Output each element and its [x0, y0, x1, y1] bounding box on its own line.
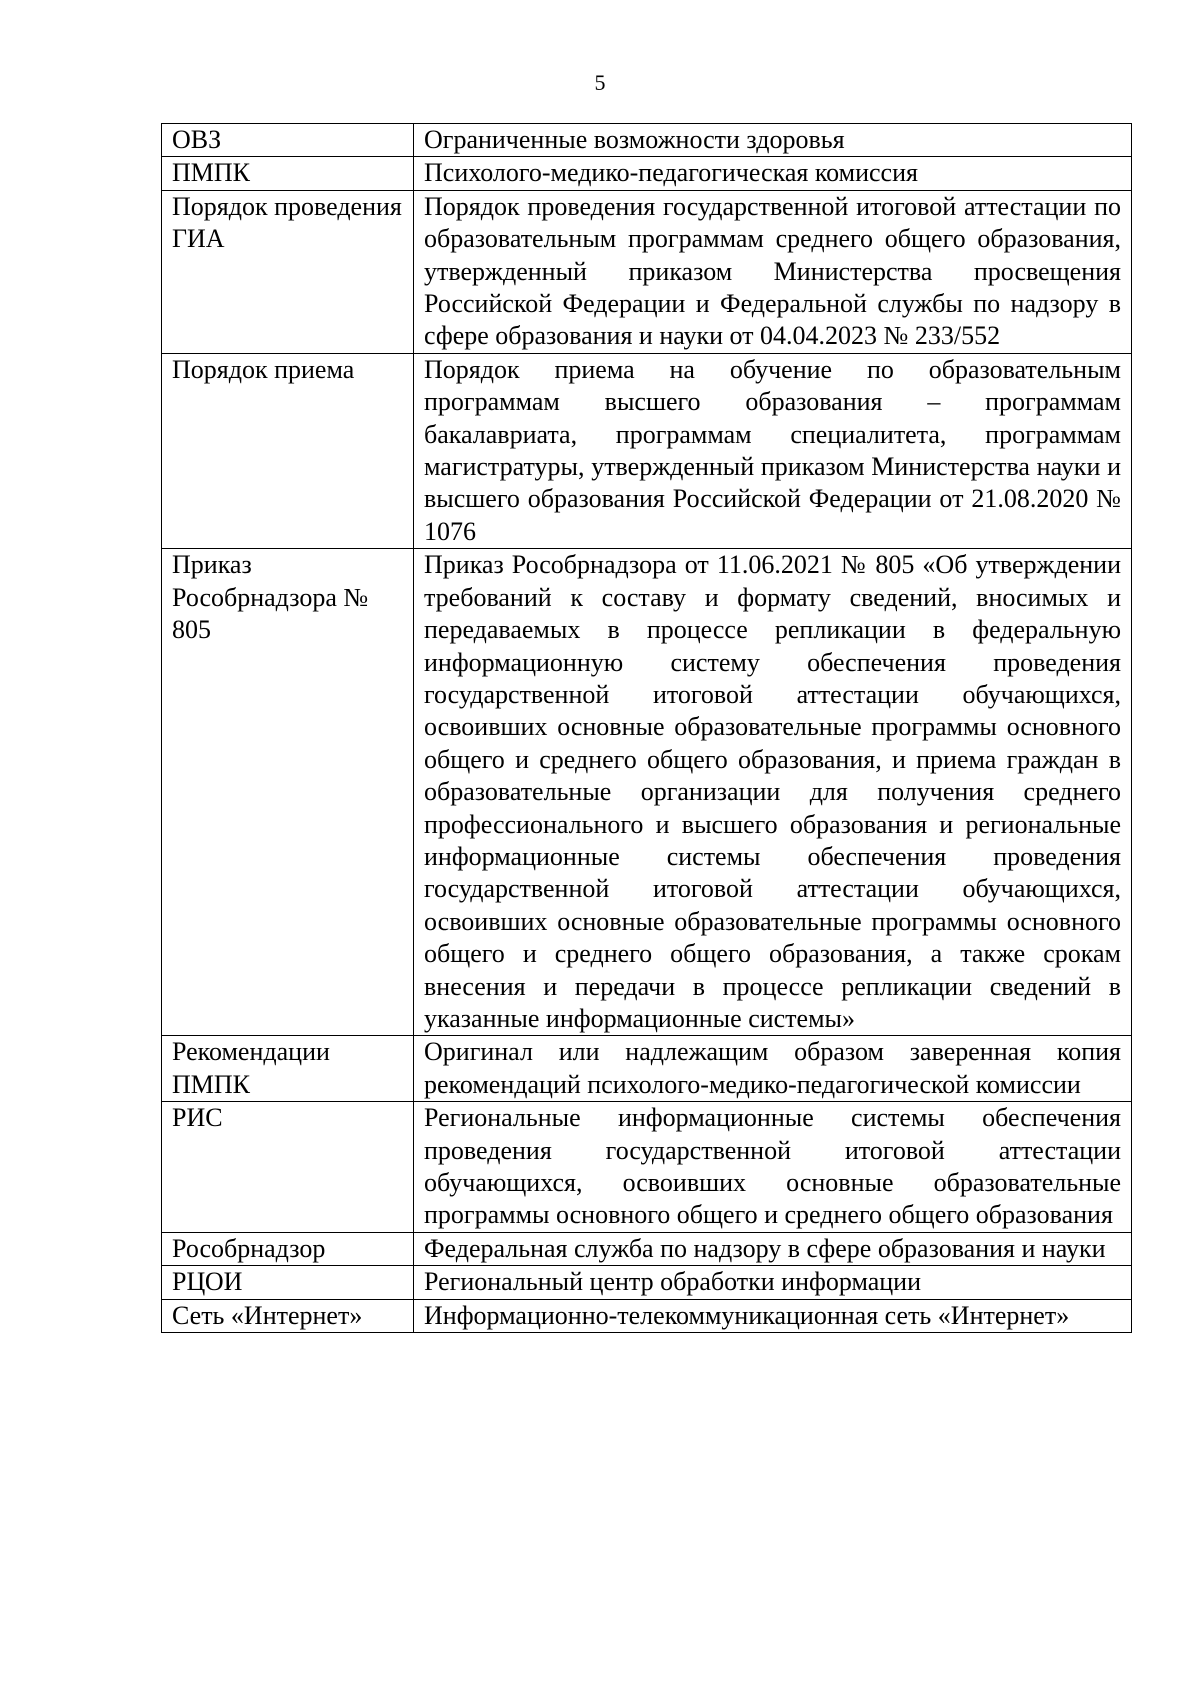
term-cell: Порядок проведения ГИА — [162, 190, 414, 353]
table-row — [162, 124, 1132, 157]
table-row — [162, 1232, 1132, 1265]
definition-cell: Порядок проведения государственной итоговой аттестации по образовательным программам среднего общего образования, утвержденный приказом Министерства просвещения Российской Федерации и Федеральной службы по надзору в сфере образования и науки от 04.04.2023 № 233/552 — [414, 190, 1132, 353]
definition-cell: Региональный центр обработки информации — [414, 1266, 1132, 1299]
table-row — [162, 353, 1132, 548]
table-row — [162, 157, 1132, 190]
definition-cell: Психолого-медико-педагогическая комиссия — [414, 157, 1132, 190]
definition-cell: Информационно-телекоммуникационная сеть «Интернет» — [414, 1299, 1132, 1332]
term-cell: Порядок приема — [162, 353, 414, 548]
table-row — [162, 549, 1132, 1036]
definition-cell: Порядок приема на обучение по образовательным программам высшего образования – программам бакалавриата, программам специалитета, программам магистратуры, утвержденный приказом Министерства науки и высшего образования Российской Федерации от 21.08.2020 № 1076 — [414, 353, 1132, 548]
term-cell: Сеть «Интернет» — [162, 1299, 414, 1332]
definition-cell: Приказ Рособрнадзора от 11.06.2021 № 805 «Об утверждении требований к составу и формату сведений, вносимых и передаваемых в процессе репликации в федеральную информационную систему обеспечения проведения государственной итоговой аттестации обучающихся, освоивших основные образовательные программы основного общего и среднего общего образования, и приема граждан в образовательные организации для получения среднего профессионального и высшего образования и региональные информационные системы обеспечения проведения государственной итоговой аттестации обучающихся, освоивших основные образовательные программы основного общего и среднего общего образования, а также срокам внесения и передачи в процессе репликации сведений в указанные информационные системы» — [414, 549, 1132, 1036]
term-cell: Рекомендации ПМПК — [162, 1036, 414, 1102]
table-row — [162, 1102, 1132, 1233]
term-cell: РИС — [162, 1102, 414, 1233]
term-cell: ОВЗ — [162, 124, 414, 157]
definition-cell: Федеральная служба по надзору в сфере образования и науки — [414, 1232, 1132, 1265]
table-row — [162, 190, 1132, 353]
table-row — [162, 1299, 1132, 1332]
definition-cell: Оригинал или надлежащим образом заверенная копия рекомендаций психолого-медико-педагогической комиссии — [414, 1036, 1132, 1102]
term-cell: Приказ Рособрнадзора № 805 — [162, 549, 414, 1036]
term-cell: ПМПК — [162, 157, 414, 190]
term-cell: РЦОИ — [162, 1266, 414, 1299]
abbreviations-table — [161, 123, 1132, 1333]
definition-cell: Ограниченные возможности здоровья — [414, 124, 1132, 157]
table-row — [162, 1036, 1132, 1102]
page-number: 5 — [594, 70, 606, 95]
table-row — [162, 1266, 1132, 1299]
definition-cell: Региональные информационные системы обеспечения проведения государственной итоговой аттестации обучающихся, освоивших основные образовательные программы основного общего и среднего общего образования — [414, 1102, 1132, 1233]
term-cell: Рособрнадзор — [162, 1232, 414, 1265]
